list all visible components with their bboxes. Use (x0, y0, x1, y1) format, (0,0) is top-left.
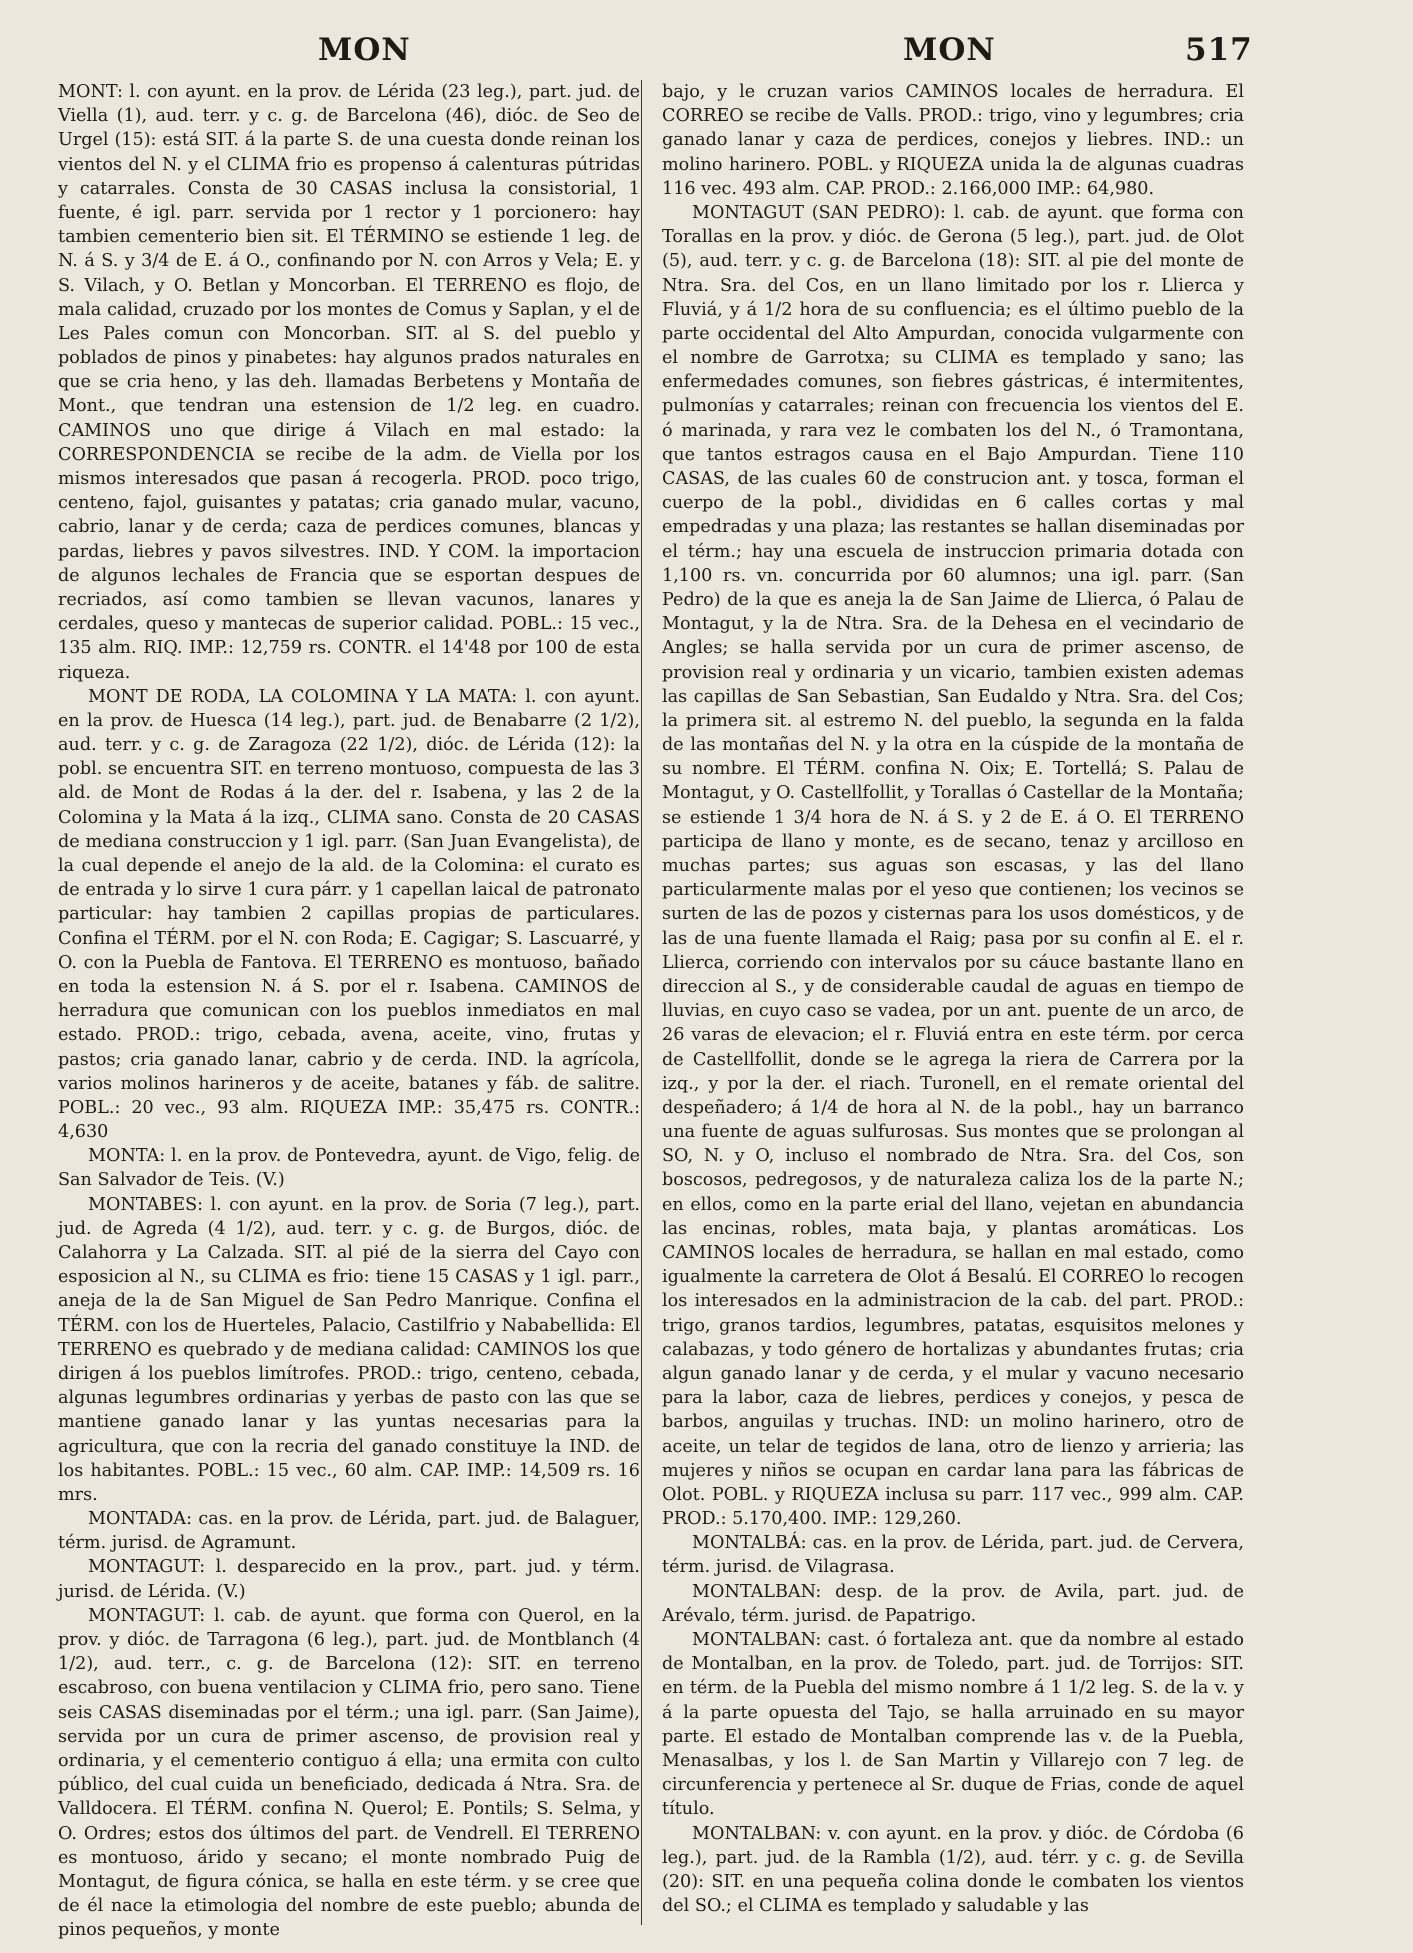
right-column (662, 80, 1244, 1918)
entry-montalba: MONTALBÁ: cas. en la prov. de Lérida, part. jud. de Cervera, térm. jurisd. de Vilagrasa. (662, 1533, 1244, 1578)
entry-montalban-avila: MONTALBAN: desp. de la prov. de Avila, part. jud. de Arévalo, térm. jurisd. de Papatrigo. (662, 1581, 1244, 1626)
entry-montagut-san-pedro: MONTAGUT (SAN PEDRO): l. cab. de ayunt. que forma con Torallas en la prov. y dióc. de Gerona (5 leg.), part. jud. de Olot (5), aud. terr. y c. g. de Barcelona (18): SIT. al pie del monte de Ntra. Sra. del Cos, en un llano limitado por los r. Llierca y Fluviá, y á 1/2 hora de su confluencia; es el último pueblo de la parte occidental del Alto Ampurdan, conocida vulgarmente con el nombre de Garrotxa; su CLIMA es templado y sano; las enfermedades comunes, son fiebres gástricas, é intermitentes, pulmonías y catarrales; reinan con frecuencia los vientos del E. ó marinada, y rara vez le combaten los del N., ó Tramontana, que tantos estragos causa en el Bajo Ampurdan. Tiene 110 CASAS, de las cuales 60 de construcion ant. y tosca, forman el cuerpo de la pobl., divididas en 6 calles cortas y mal empedradas y una plaza; las restantes se hallan diseminadas por el térm.; hay una escuela de instruccion primaria dotada con 1,100 rs. vn. concurrida por 60 alumnos; una igl. parr. (San Pedro) de la que es aneja la de San Jaime de Llierca, ó Palau de Montagut, y la de Ntra. Sra. de la Dehesa en el vecindario de Angles; se halla servida por un cura de primer ascenso, de provision real y ordinaria y un vicario, tambien existen ademas las capillas de San Sebastian, San Eudaldo y Ntra. Sra. del Cos; la primera sit. al estremo N. del pueblo, la segunda en la falda de las montañas del N. y la otra en la cúspide de la montaña de su nombre. El TÉRM. confina N. Oix; E. Tortellá; S. Palau de Montagut, y O. Castellfollit, y Torallas ó Castellar de la Montaña; se estiende 1 3/4 hora de N. á S. y 2 de E. á O. El TERRENO participa de llano y monte, es de secano, tenaz y arcilloso en muchas partes; sus aguas son escasas, y las del llano particularmente malas por el yeso que contienen; los vecinos se surten de las de pozos y cisternas para los usos domésticos, y de las de una fuente llamada el Raig; pasa por su confin al E. el r. Llierca, corriendo con intervalos por su cáuce bastante llano en direccion al S., y de considerable caudal de aguas en tiempo de lluvias, en cuyo caso se vadea, por un ant. puente de un arco, de 26 varas de elevacion; el r. Fluviá entra en este térm. por cerca de Castellfollit, donde se le agrega la riera de Carrera por la izq., y por la der. el riach. Turonell, en el remate oriental del despeñadero; á 1/4 de hora al N. de la pobl., hay un barranco una fuente de aguas sulfurosas. Sus montes que se prolongan al SO, N. y O, incluso el nombrado de Ntra. Sra. del Cos, son boscosos, pedregosos, y de naturaleza caliza los de la parte N.; en ellos, como en la parte erial del llano, vejetan en abundancia las encinas, robles, mata baja, y plantas aromáticas. Los CAMINOS locales de herradura, se hallan en mal estado, como igualmente la carretera de Olot á Besalú. El CORREO lo recogen los interesados en la administracion de la cab. del part. PROD.: trigo, granos tardios, legumbres, patatas, esquisitos melones y calabazas, y todo género de hortalizas y abundantes frutas; cria algun ganado lanar y de cerda, y el mular y vacuno necesario para la labor, caza de liebres, perdices y conejos, y pesca de barbos, anguilas y truchas. IND: un molino harinero, otro de aceite, un telar de tegidos de lana, otro de lienzo y arrieria; las mujeres y niños se ocupan en cardar lana para las fábricas de Olot. POBL. y RIQUEZA inclusa su parr. 117 vec., 999 alm. CAP. PROD.: 5.170,400. IMP.: 129,260. (662, 202, 1244, 1530)
entry-montada: MONTADA: cas. en la prov. de Lérida, part. jud. de Balaguer, térm. jurisd. de Agramunt. (58, 1509, 640, 1554)
entry-mont: MONT: l. con ayunt. en la prov. de Lérida (23 leg.), part. jud. de Viella (1), aud. terr. y c. g. de Barcelona (46), dióc. de Seo de Urgel (15): está SIT. á la parte S. de una cuesta donde reinan los vientos del N. y el CLIMA frio es propenso á calenturas pútridas y catarrales. Consta de 30 CASAS inclusa la consistorial, 1 fuente, é igl. parr. servida por 1 rector y 1 porcionero: hay tambien cementerio bien sit. El TÉRMINO se estiende 1 leg. de N. á S. y 3/4 de E. á O., confinando por N. con Arros y Vela; E. y S. Vilach, y O. Betlan y Moncorban. El TERRENO es flojo, de mala calidad, cruzado por los montes de Comus y Saplan, y el de Les Pales comun con Moncorban. SIT. al S. del pueblo y poblados de pinos y pinabetes: hay algunos prados naturales en que se cria heno, y las deh. llamadas Berbetens y Montaña de Mont., que tendran una estension de 1/2 leg. en cuadro. CAMINOS uno que dirige á Vilach en mal estado: la CORRESPONDENCIA se recibe de la adm. de Viella por los mismos interesados que pasan á recogerla. PROD. poco trigo, centeno, fajol, guisantes y patatas; cria ganado mular, vacuno, cabrio, lanar y de cerda; caza de perdices comunes, blancas y pardas, liebres y pavos silvestres. IND. Y COM. la importacion de algunos lechales de Francia que se esportan despues de recriados, así como tambien se llevan vacunos, lanares y cerdales, queso y mantecas de superior calidad. POBL.: 15 vec., 135 alm. RIQ. IMP.: 12,759 rs. CONTR. el 14'48 por 100 de esta riqueza. (58, 82, 640, 683)
column-divider (641, 80, 642, 1925)
entry-monta: MONTA: l. en la prov. de Pontevedra, ayunt. de Vigo, felig. de San Salvador de Teis. (V.) (58, 1146, 640, 1191)
left-running-head: MON (318, 32, 411, 68)
entry-montalban-cordoba: MONTALBAN: v. con ayunt. en la prov. y dióc. de Córdoba (6 leg.), part. jud. de la Rambla (1/2), aud. térr. y c. g. de Sevilla (20): SIT. en una pequeña colina donde le combaten los vientos del SO.; el CLIMA es templado y saludable y las (662, 1823, 1244, 1917)
entry-montalban-toledo: MONTALBAN: cast. ó fortaleza ant. que da nombre al estado de Montalban, en la prov. de Toledo, part. jud. de Torrijos: SIT. en térm. de la Puebla del mismo nombre á 1 1/2 leg. S. de la v. y á la parte opuesta del Tajo, se halla arruinado en su mayor parte. El estado de Montalban comprende las v. de la Puebla, Menasalbas, y los l. de San Martin y Villarejo con 7 leg. de circunferencia y pertenece al Sr. duque de Frias, conde de aquel título. (662, 1630, 1244, 1820)
page-number: 517 (1185, 32, 1253, 68)
entry-montagut-continued: bajo, y le cruzan varios CAMINOS locales de herradura. El CORREO se recibe de Valls. PROD.: trigo, vino y legumbres; cria ganado lanar y caza de perdices, conejos y liebres. IND.: un molino harinero. POBL. y RIQUEZA unida la de algunas cuadras 116 vec. 493 alm. CAP. PROD.: 2.166,000 IMP.: 64,980. (662, 82, 1244, 199)
page-header (0, 32, 1413, 78)
entry-montabes: MONTABES: l. con ayunt. en la prov. de Soria (7 leg.), part. jud. de Agreda (4 1/2), aud. terr. y c. g. de Burgos, dióc. de Calahorra y La Calzada. SIT. al pié de la sierra del Cayo con esposicion al N., su CLIMA es frio: tiene 15 CASAS y 1 igl. parr., aneja de la de San Miguel de San Pedro Manrique. Confina el TÉRM. con los de Huerteles, Palacio, Castilfrio y Nababellida: El TERRENO es quebrado y de mediana calidad: CAMINOS los que dirigen á los pueblos limítrofes. PROD.: trigo, centeno, cebada, algunas legumbres ordinarias y yerbas de pasto con las que se mantiene ganado lanar y las yuntas necesarias para la agricultura, que con la recria del ganado constituye la IND. de los habitantes. POBL.: 15 vec., 60 alm. CAP. IMP.: 14,509 rs. 16 mrs. (58, 1194, 640, 1505)
entry-mont-de-roda: MONT DE RODA, LA COLOMINA Y LA MATA: l. con ayunt. en la prov. de Huesca (14 leg.), part. jud. de Benabarre (2 1/2), aud. terr. y c. g. de Zaragoza (22 1/2), dióc. de Lérida (12): la pobl. se encuentra SIT. en terreno montuoso, compuesta de las 3 ald. de Mont de Rodas á la der. del r. Isabena, y las 2 de la Colomina y la Mata á la izq., CLIMA sano. Consta de 20 CASAS de mediana construccion y 1 igl. parr. (San Juan Evangelista), de la cual depende el anejo de la ald. de la Colomina: el curato es de entrada y lo sirve 1 cura párr. y 1 capellan laical de patronato particular: hay tambien 2 capillas propias de particulares. Confina el TÉRM. por el N. con Roda; E. Cagigar; S. Lascuarré, y O. con la Puebla de Fantova. El TERRENO es montuoso, bañado en toda la estension N. á S. por el r. Isabena. CAMINOS de herradura que comunican con los pueblos inmediatos en mal estado. PROD.: trigo, cebada, avena, aceite, vino, frutas y pastos; cria ganado lanar, cabrio y de cerda. IND. la agrícola, varios molinos harineros y de aceite, batanes y fáb. de salitre. POBL.: 20 vec., 93 alm. RIQUEZA IMP.: 35,475 rs. CONTR.: 4,630 (58, 686, 640, 1143)
right-running-head: MON (903, 32, 996, 68)
entry-montagut-querol: MONTAGUT: l. cab. de ayunt. que forma con Querol, en la prov. y dióc. de Tarragona (6 leg.), part. jud. de Montblanch (4 1/2), aud. terr., c. g. de Barcelona (12): SIT. en terreno escabroso, con buena ventilacion y CLIMA frio, pero sano. Tiene seis CASAS diseminadas por el térm.; una igl. parr. (San Jaime), servida por un cura de primer ascenso, de provision real y ordinaria, y el cementerio contiguo á ella; una ermita con culto público, del cual cuida un beneficiado, dedicada á Ntra. Sra. de Valldocera. El TÉRM. confina N. Querol; E. Pontils; S. Selma, y O. Ordres; estos dos últimos del part. de Vendrell. El TERRENO es montuoso, árido y secano; el monte nombrado Puig de Montagut, de figura cónica, se halla en este térm. y se cree que de él nace la etimologia del nombre de este pueblo; abunda de pinos pequeños, y monte (58, 1605, 640, 1941)
entry-montagut-desparecido: MONTAGUT: l. desparecido en la prov., part. jud. y térm. jurisd. de Lérida. (V.) (58, 1557, 640, 1602)
left-column (58, 80, 640, 1942)
